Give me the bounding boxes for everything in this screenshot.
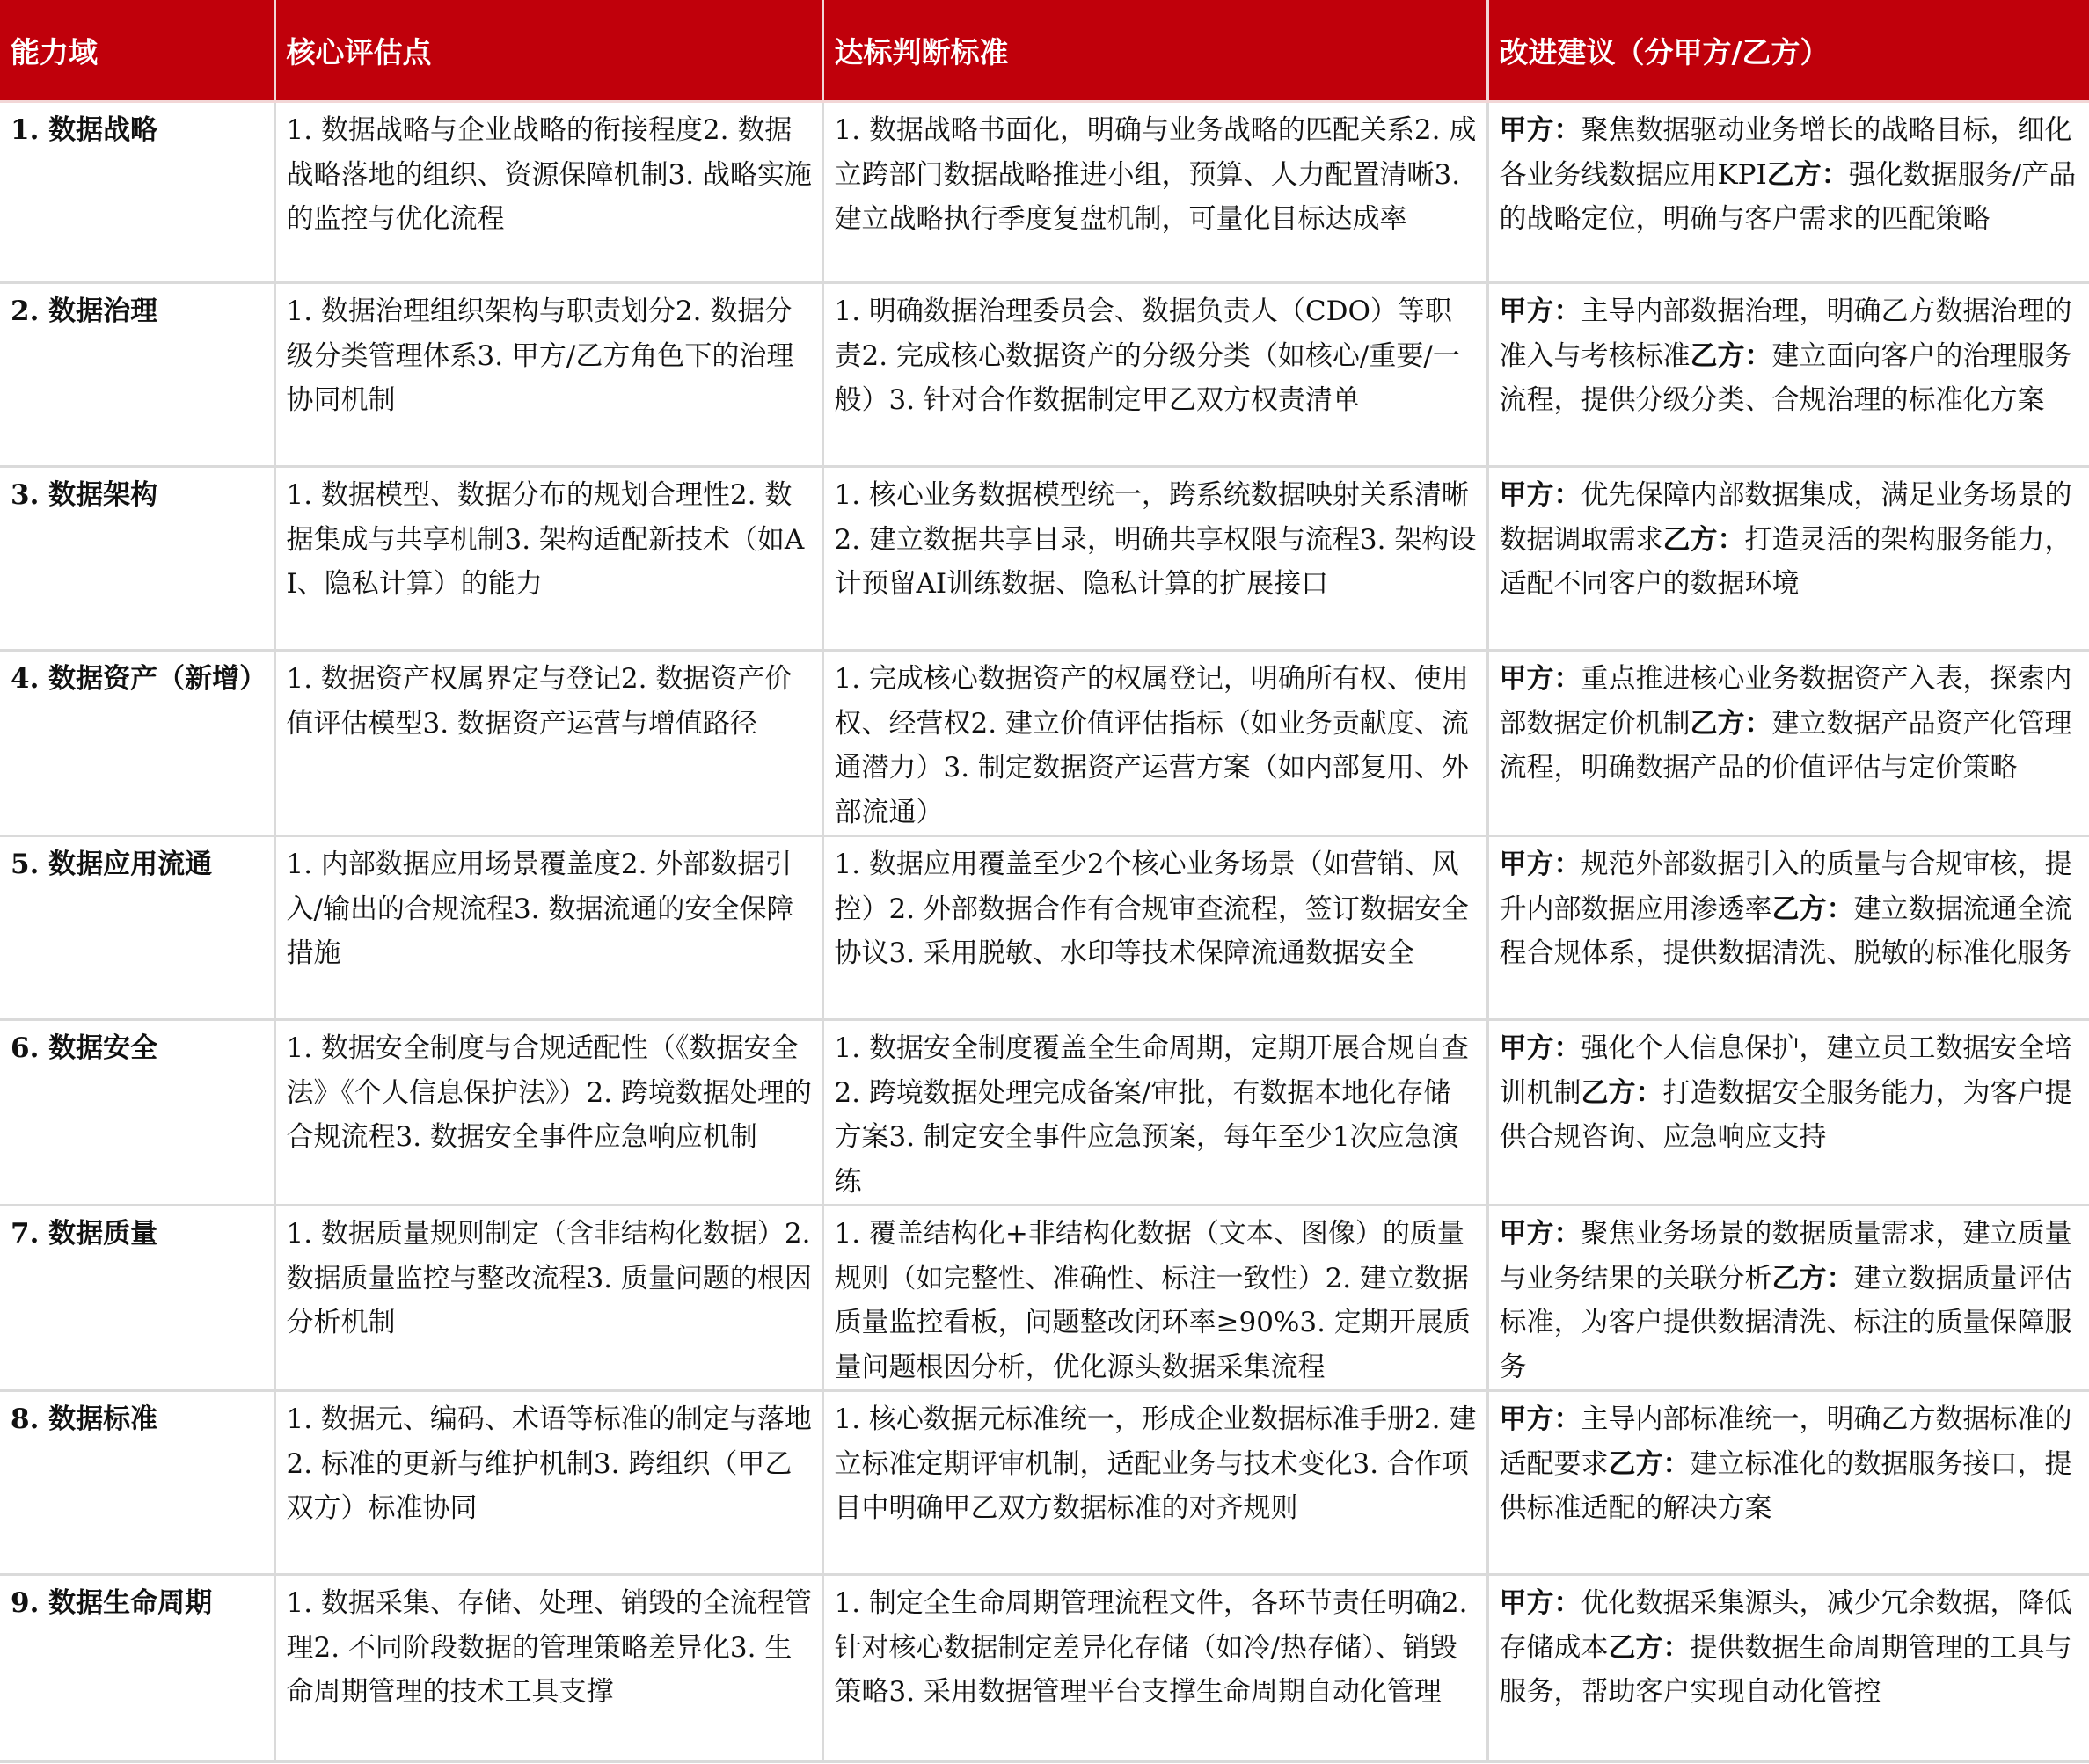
cell-criteria: 1. 完成核心数据资产的权属登记，明确所有权、使用权、经营权2. 建立价值评估指标（如业务贡献度、流通潜力）3. 制定数据资产运营方案（如内部复用、外部流通） bbox=[822, 651, 1487, 836]
party-b-advice: 打造灵活的架构服务能力，适配不同客户的数据环境 bbox=[1499, 523, 2072, 600]
cell-core-points: 1. 数据战略与企业战略的衔接程度2. 数据战略落地的组织、资源保障机制3. 战略实施的监控与优化流程 bbox=[274, 102, 822, 283]
party-b-advice: 建立标准化的数据服务接口，提供标准适配的解决方案 bbox=[1499, 1447, 2072, 1524]
cell-core-points: 1. 数据模型、数据分布的规划合理性2. 数据集成与共享机制3. 架构适配新技术（如AI、隐私计算）的能力 bbox=[274, 467, 822, 651]
party-b-label: 乙方： bbox=[1690, 339, 1772, 372]
table-row bbox=[0, 1391, 2089, 1575]
cell-domain: 3. 数据架构 bbox=[0, 467, 274, 651]
cell-criteria: 1. 数据应用覆盖至少2个核心业务场景（如营销、风控）2. 外部数据合作有合规审查流程，签订数据安全协议3. 采用脱敏、水印等技术保障流通数据安全 bbox=[822, 836, 1487, 1020]
table-row bbox=[0, 836, 2089, 1020]
cell-advice bbox=[1487, 1391, 2089, 1575]
party-a-label: 甲方： bbox=[1499, 1218, 1581, 1250]
cell-domain: 5. 数据应用流通 bbox=[0, 836, 274, 1020]
party-b-label: 乙方： bbox=[1608, 1447, 1691, 1480]
party-a-advice: 聚焦数据驱动业务增长的战略目标，细化各业务线数据应用KPI bbox=[1499, 114, 2072, 191]
party-a-advice: 主导内部标准统一，明确乙方数据标准的适配要求 bbox=[1499, 1403, 2072, 1480]
table-row bbox=[0, 1575, 2089, 1762]
cell-advice bbox=[1487, 1575, 2089, 1762]
cell-advice bbox=[1487, 651, 2089, 836]
cell-criteria: 1. 明确数据治理委员会、数据负责人（CDO）等职责2. 完成核心数据资产的分级分类（如核心/重要/一般）3. 针对合作数据制定甲乙双方权责清单 bbox=[822, 283, 1487, 467]
cell-domain: 6. 数据安全 bbox=[0, 1020, 274, 1206]
party-b-advice: 建立面向客户的治理服务流程，提供分级分类、合规治理的标准化方案 bbox=[1499, 339, 2072, 416]
party-a-advice: 优化数据采集源头，减少冗余数据，降低存储成本 bbox=[1499, 1587, 2072, 1664]
party-a-advice: 强化个人信息保护，建立员工数据安全培训机制 bbox=[1499, 1032, 2072, 1109]
party-a-label: 甲方： bbox=[1499, 849, 1581, 880]
cell-advice bbox=[1487, 467, 2089, 651]
cell-core-points: 1. 数据质量规则制定（含非结构化数据）2. 数据质量监控与整改流程3. 质量问题的根因分析机制 bbox=[274, 1206, 822, 1391]
cell-domain: 7. 数据质量 bbox=[0, 1206, 274, 1391]
table-body bbox=[0, 102, 2089, 1762]
party-a-label: 甲方： bbox=[1499, 1403, 1581, 1435]
party-b-advice: 打造数据安全服务能力，为客户提供合规咨询、应急响应支持 bbox=[1499, 1076, 2072, 1153]
cell-core-points: 1. 数据采集、存储、处理、销毁的全流程管理2. 不同阶段数据的管理策略差异化3. 生命周期管理的技术工具支撑 bbox=[274, 1575, 822, 1762]
header-row bbox=[0, 0, 2089, 102]
party-a-advice: 主导内部数据治理，明确乙方数据治理的准入与考核标准 bbox=[1499, 295, 2072, 372]
cell-core-points: 1. 内部数据应用场景覆盖度2. 外部数据引入/输出的合规流程3. 数据流通的安全保障措施 bbox=[274, 836, 822, 1020]
cell-criteria: 1. 核心数据元标准统一，形成企业数据标准手册2. 建立标准定期评审机制，适配业务与技术变化3. 合作项目中明确甲乙双方数据标准的对齐规则 bbox=[822, 1391, 1487, 1575]
cell-core-points: 1. 数据资产权属界定与登记2. 数据资产价值评估模型3. 数据资产运营与增值路径 bbox=[274, 651, 822, 836]
party-b-label: 乙方： bbox=[1771, 893, 1854, 925]
table-row bbox=[0, 1206, 2089, 1391]
party-a-label: 甲方： bbox=[1499, 114, 1581, 146]
party-a-label: 甲方： bbox=[1499, 1032, 1581, 1064]
cell-core-points: 1. 数据元、编码、术语等标准的制定与落地2. 标准的更新与维护机制3. 跨组织（甲乙双方）标准协同 bbox=[274, 1391, 822, 1575]
party-b-label: 乙方： bbox=[1608, 1631, 1691, 1664]
party-a-advice: 规范外部数据引入的质量与合规审核，提升内部数据应用渗透率 bbox=[1499, 849, 2072, 925]
cell-advice bbox=[1487, 836, 2089, 1020]
table-row bbox=[0, 1020, 2089, 1206]
header-criteria: 达标判断标准 bbox=[822, 0, 1487, 102]
cell-domain: 9. 数据生命周期 bbox=[0, 1575, 274, 1762]
party-b-advice: 建立数据产品资产化管理流程，明确数据产品的价值评估与定价策略 bbox=[1499, 707, 2072, 784]
party-b-advice: 建立数据流通全流程合规体系，提供数据清洗、脱敏的标准化服务 bbox=[1499, 893, 2072, 969]
party-a-label: 甲方： bbox=[1499, 479, 1581, 511]
party-a-advice: 聚焦业务场景的数据质量需求，建立质量与业务结果的关联分析 bbox=[1499, 1218, 2072, 1294]
party-a-advice: 重点推进核心业务数据资产入表，探索内部数据定价机制 bbox=[1499, 663, 2072, 740]
table-row bbox=[0, 651, 2089, 836]
party-b-label: 乙方： bbox=[1662, 523, 1745, 556]
party-b-advice: 提供数据生命周期管理的工具与服务，帮助客户实现自动化管控 bbox=[1499, 1631, 2072, 1708]
cell-criteria: 1. 核心业务数据模型统一，跨系统数据映射关系清晰2. 建立数据共享目录，明确共享权限与流程3. 架构设计预留AI训练数据、隐私计算的扩展接口 bbox=[822, 467, 1487, 651]
cell-criteria: 1. 数据安全制度覆盖全生命周期，定期开展合规自查2. 跨境数据处理完成备案/审批，有数据本地化存储方案3. 制定安全事件应急预案，每年至少1次应急演练 bbox=[822, 1020, 1487, 1206]
cell-advice bbox=[1487, 1206, 2089, 1391]
table-header bbox=[0, 0, 2089, 102]
party-a-label: 甲方： bbox=[1499, 1587, 1581, 1619]
header-advice: 改进建议（分甲方/乙方） bbox=[1487, 0, 2089, 102]
cell-domain: 1. 数据战略 bbox=[0, 102, 274, 283]
table-row bbox=[0, 102, 2089, 283]
party-a-label: 甲方： bbox=[1499, 663, 1581, 695]
party-b-advice: 建立数据质量评估标准，为客户提供数据清洗、标注的质量保障服务 bbox=[1499, 1262, 2072, 1383]
cell-domain: 2. 数据治理 bbox=[0, 283, 274, 467]
cell-criteria: 1. 数据战略书面化，明确与业务战略的匹配关系2. 成立跨部门数据战略推进小组，预算、人力配置清晰3. 建立战略执行季度复盘机制，可量化目标达成率 bbox=[822, 102, 1487, 283]
table-row bbox=[0, 283, 2089, 467]
cell-core-points: 1. 数据治理组织架构与职责划分2. 数据分级分类管理体系3. 甲方/乙方角色下的治理协同机制 bbox=[274, 283, 822, 467]
party-b-label: 乙方： bbox=[1771, 1262, 1854, 1294]
cell-advice bbox=[1487, 283, 2089, 467]
header-domain: 能力域 bbox=[0, 0, 274, 102]
party-b-label: 乙方： bbox=[1581, 1076, 1663, 1109]
cell-criteria: 1. 制定全生命周期管理流程文件，各环节责任明确2. 针对核心数据制定差异化存储（如冷/热存储）、销毁策略3. 采用数据管理平台支撑生命周期自动化管理 bbox=[822, 1575, 1487, 1762]
cell-advice bbox=[1487, 102, 2089, 283]
cell-domain: 8. 数据标准 bbox=[0, 1391, 274, 1575]
cell-advice bbox=[1487, 1020, 2089, 1206]
cell-criteria: 1. 覆盖结构化+非结构化数据（文本、图像）的质量规则（如完整性、准确性、标注一致性）2. 建立数据质量监控看板，问题整改闭环率≥90%3. 定期开展质量问题根因分析，优化源头数据采集流程 bbox=[822, 1206, 1487, 1391]
party-b-advice: 强化数据服务/产品的战略定位，明确与客户需求的匹配策略 bbox=[1499, 158, 2077, 235]
party-a-advice: 优先保障内部数据集成，满足业务场景的数据调取需求 bbox=[1499, 479, 2072, 556]
party-b-label: 乙方： bbox=[1690, 707, 1772, 740]
party-a-label: 甲方： bbox=[1499, 295, 1581, 327]
cell-core-points: 1. 数据安全制度与合规适配性（《数据安全法》《个人信息保护法》）2. 跨境数据处理的合规流程3. 数据安全事件应急响应机制 bbox=[274, 1020, 822, 1206]
header-core-points: 核心评估点 bbox=[274, 0, 822, 102]
table-row bbox=[0, 467, 2089, 651]
party-b-label: 乙方： bbox=[1766, 158, 1849, 191]
cell-domain: 4. 数据资产（新增） bbox=[0, 651, 274, 836]
